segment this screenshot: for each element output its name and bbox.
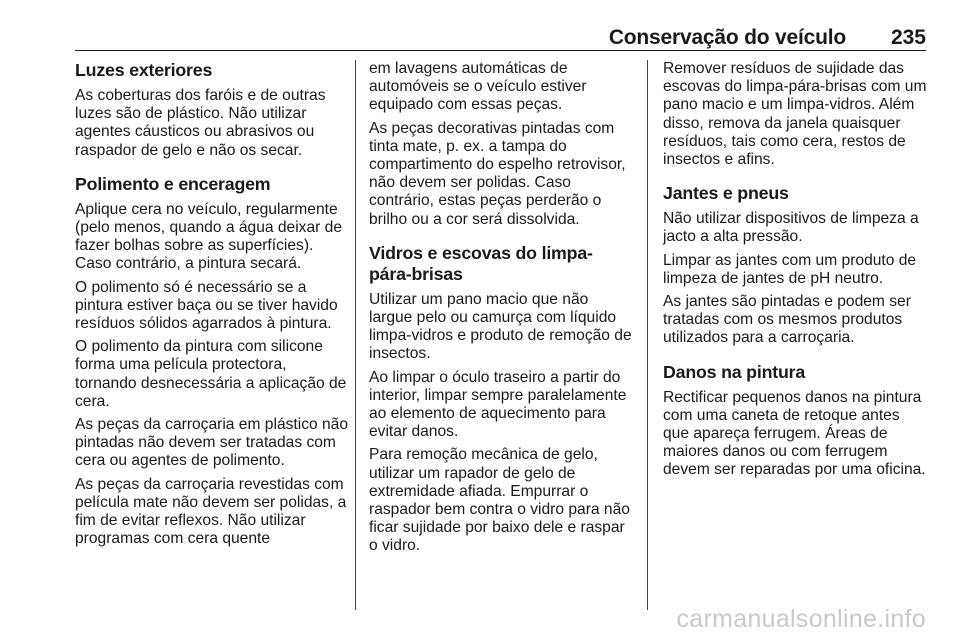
paragraph: As jantes são pintadas e podem ser tratadas com os mesmos produtos utilizados para a carroçaria. xyxy=(663,293,911,347)
section-heading-polishing: Polimento e enceragem xyxy=(75,173,271,194)
column-2 xyxy=(369,60,633,561)
paragraph: O polimento só é necessário se a pintura estiver baça ou se tiver havido resíduos sólidos agarrados à pintura. xyxy=(75,278,338,333)
header-title: Conservação do veículo xyxy=(608,26,846,49)
paragraph: Não utilizar dispositivos de limpeza a jacto a alta pressão. xyxy=(663,210,919,246)
section-heading-exterior-lights: Luzes exteriores xyxy=(75,60,213,80)
section-heading-wheels-tyres: Jantes e pneus xyxy=(663,183,789,204)
paragraph: Aplique cera no veículo, regularmente (pelo menos, quando a água deixar de fazer bolhas sobre as superfícies). Caso contrário, a pintura secará. xyxy=(75,200,343,273)
section-heading-windows-wipers: Vidros e escovas do limpa-pára-brisas xyxy=(369,242,593,284)
page-number: 235 xyxy=(890,26,926,49)
paragraph: Utilizar um pano macio que não largue pelo ou camurça com líquido limpa-vidros e produto de remoção de insectos. xyxy=(369,290,632,363)
paragraph: Rectificar pequenos danos na pintura com uma caneta de retoque antes que apareça ferrugem. Áreas de maiores danos ou com ferrugem devem ser reparadas por uma oficina. xyxy=(663,388,926,479)
paragraph: As coberturas dos faróis e de outras luzes são de plástico. Não utilizar agentes cáusticos ou abrasivos ou raspador de gelo e não os secar. xyxy=(75,87,326,159)
paragraph: As peças decorativas pintadas com tinta mate, p. ex. a tampa do compartimento do espelho retrovisor, não devem ser polidas. Caso contrário, estas peças perderão o brilho ou a cor será dissolvida. xyxy=(369,119,626,228)
page-header xyxy=(75,26,926,51)
paragraph: em lavagens automáticas de automóveis se o veículo estiver equipado com essas peças. xyxy=(369,60,587,114)
paragraph: Ao limpar o óculo traseiro a partir do interior, limpar sempre paralelamente ao elemento de aquecimento para evitar danos. xyxy=(369,368,627,441)
paragraph: As peças da carroçaria revestidas com película mate não devem ser polidas, a fim de evitar reflexos. Não utilizar programas com cera quente xyxy=(75,475,347,548)
watermark: carmanualsonline.info xyxy=(676,605,926,633)
section-heading-paint-damage: Danos na pintura xyxy=(663,361,806,382)
paragraph: Remover resíduos de sujidade das escovas do limpa-pára-brisas com um pano macio e um limpa-vidros. Além disso, remova da janela quaisquer resíduos, tais como cera, restos de insectos e afins. xyxy=(663,60,927,169)
paragraph: Limpar as jantes com um produto de limpeza de jantes de pH neutro. xyxy=(663,251,917,287)
paragraph: O polimento da pintura com silicone forma uma película protectora, tornando desnecessária a aplicação de cera. xyxy=(75,338,347,410)
column-3 xyxy=(663,60,927,485)
paragraph: Para remoção mecânica de gelo, utilizar um rapador de gelo de extremidade afiada. Empurrar o raspador bem contra o vidro para não ficar sujidade por baixo dele e raspar o vidro. xyxy=(369,446,630,555)
column-divider-2 xyxy=(647,60,648,610)
column-divider-1 xyxy=(355,60,356,610)
column-1 xyxy=(75,60,350,553)
paragraph: As peças da carroçaria em plástico não pintadas não devem ser tratadas com cera ou agentes de polimento. xyxy=(75,416,349,470)
